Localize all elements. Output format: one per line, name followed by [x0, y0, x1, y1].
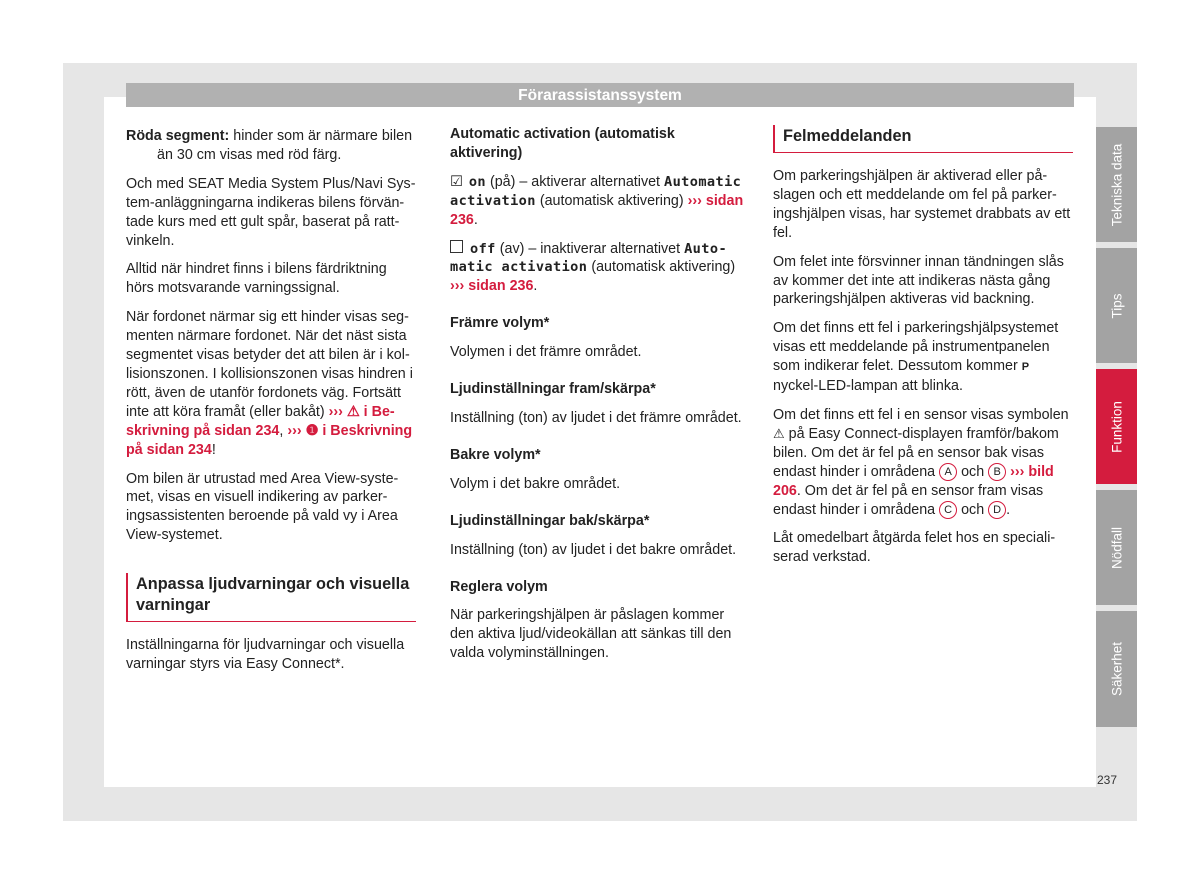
- error-4-text-a: Om det finns ett fel i en sensor visas symbolen: [773, 406, 1069, 423]
- paragraph-collision-zone: [126, 308, 416, 459]
- figure-ref-link[interactable]: bild 206: [773, 463, 1054, 499]
- column-right: [773, 125, 1073, 577]
- off-text: (av) – inaktiverar alternativet: [495, 240, 685, 257]
- heading-front-volume: Främre volym*: [450, 315, 550, 332]
- error-3-text: Om det finns ett fel i parkeringshjälpsystemet visas ett meddelande på instrumentpanelen som indikerar felet. Dessutom kommer: [773, 320, 1059, 375]
- heading-adjust-volume: Reglera volym: [450, 578, 548, 595]
- paragraph-error-2: Om felet inte försvinner innan tändningen slås av kommer det inte att indikeras nästa gång parkeringshjälpen aktiveras vid backning.: [773, 253, 1064, 308]
- on-text-2: (automatisk aktivering): [535, 192, 688, 209]
- off-text-2: (automatisk aktivering): [587, 259, 736, 276]
- zone-d-icon: D: [988, 501, 1006, 519]
- paragraph-rear-sound: Inställning (ton) av ljudet i det bakre området.: [450, 541, 737, 558]
- section-title-error-messages: Felmeddelanden: [773, 125, 1073, 153]
- tab-label: Tekniska data: [1109, 143, 1124, 226]
- on-text: (på) – aktiverar alternativet: [486, 173, 664, 190]
- off-keyword: off: [470, 240, 496, 257]
- chapter-header: Förarassistanssystem: [126, 83, 1074, 107]
- tab-safety[interactable]: [1096, 611, 1137, 727]
- tab-emergency[interactable]: [1096, 490, 1137, 605]
- red-segment-text: hinder som är närmare bilen: [229, 128, 413, 144]
- off-page-ref-link[interactable]: ››› sidan 236: [450, 278, 534, 295]
- on-menu-item: Automatic activation: [450, 173, 742, 209]
- paragraph-error-3: [773, 319, 1073, 396]
- column-middle: [450, 125, 750, 673]
- warning-triangle-icon: ⚠: [773, 425, 785, 441]
- parking-key-icon: P: [1021, 361, 1030, 374]
- checked-checkbox-icon: ☑: [450, 173, 463, 190]
- paragraph-error-4: [773, 406, 1073, 519]
- paragraph-front-sound: Inställning (ton) av ljudet i det främre området.: [450, 409, 742, 426]
- error-3-end: nyckel-LED-lampan att blinka.: [773, 378, 963, 395]
- error-4-end: .: [1006, 501, 1011, 518]
- zone-c-icon: C: [939, 501, 957, 519]
- paragraph-predicted-course: Och med SEAT Media System Plus/Navi System-anläggningarna indikeras bilens förväntade kurs med ett gult spår, baserat på rattvinkeln.: [126, 175, 416, 249]
- paragraph-red-segments: [126, 127, 416, 165]
- heading-front-sound: Ljudinställningar fram/skärpa*: [450, 381, 656, 398]
- paragraph-error-1: Om parkeringshjälpen är aktiverad eller påslagen och ett meddelande om fel på parkeringshjälpen visas, har systemet drabbats av ett fel.: [773, 168, 1071, 241]
- unchecked-checkbox-icon: [450, 240, 463, 253]
- column-left: [126, 127, 416, 684]
- on-keyword: on: [468, 173, 486, 190]
- paragraph-adjust-volume: När parkeringshjälpen är påslagen kommer den aktiva ljud/videokällan att sänkas till den valda volyminställningen.: [450, 607, 732, 662]
- cross-ref-warning-link[interactable]: ››› ⚠ i Beskrivning på sidan 234: [126, 403, 395, 439]
- collision-text: När fordonet närmar sig ett hinder visas segmenten närmare fordonet. När det näst sista segmentet visas betyder det att bilen är i kollisionszonen. I kollisionszonen visas hindren i rött, även de utanför fordonets väg. Fortsätt inte att köra framåt (eller bakåt): [126, 309, 413, 420]
- tab-tips[interactable]: [1096, 248, 1137, 363]
- tab-label: Funktion: [1109, 400, 1124, 453]
- error-4-text-c: och: [957, 463, 989, 480]
- tab-function[interactable]: [1096, 369, 1137, 484]
- error-4-text-e: och: [957, 501, 989, 518]
- zone-b-icon: B: [988, 463, 1006, 481]
- collision-end: !: [211, 441, 216, 458]
- tab-technical-data[interactable]: [1096, 127, 1137, 242]
- red-segment-indent: än 30 cm visas med röd färg.: [157, 146, 342, 163]
- paragraph-rear-volume: Volym i det bakre området.: [450, 475, 621, 492]
- off-menu-item: Automatic activation: [450, 240, 727, 276]
- on-end: .: [473, 211, 478, 228]
- error-4-text-b: på Easy Connect-displayen framför/bakom bilen. Om det är fel på en sensor bak visas endast hinder i områdena: [773, 425, 1059, 480]
- heading-automatic-activation: Automatic activation (automatisk aktivering): [450, 126, 675, 161]
- off-end: .: [533, 278, 538, 295]
- paragraph-warning-signal: Alltid när hindret finns i bilens färdriktning hörs motsvarande varningssignal.: [126, 261, 387, 297]
- paragraph-off-option: [450, 240, 750, 297]
- section-title-adjust-warnings: Anpassa ljudvarningar och visuella varningar: [126, 573, 416, 622]
- zone-a-icon: A: [939, 463, 957, 481]
- tab-label: Nödfall: [1109, 526, 1124, 569]
- collision-separator: ,: [279, 422, 288, 439]
- tab-label: Säkerhet: [1109, 641, 1124, 697]
- error-4-text-d: . Om det är fel på en sensor fram visas endast hinder i områdena: [773, 482, 1044, 518]
- paragraph-error-5: Låt omedelbart åtgärda felet hos en specialiserad verkstad.: [773, 530, 1056, 566]
- tab-label: Tips: [1109, 292, 1124, 319]
- paragraph-front-volume: Volymen i det främre området.: [450, 344, 642, 361]
- heading-rear-volume: Bakre volym*: [450, 446, 541, 463]
- heading-rear-sound: Ljudinställningar bak/skärpa*: [450, 512, 650, 529]
- red-segment-label: Röda segment:: [126, 128, 230, 144]
- paragraph-area-view: Om bilen är utrustad med Area View-systemet, visas en visuell indikering av parkeringsassistenten beroende på vald vy i Area View-systemet.: [126, 470, 399, 544]
- paragraph-on-option: [450, 173, 750, 230]
- paragraph-settings: Inställningarna för ljudvarningar och visuella varningar styrs via Easy Connect*.: [126, 637, 405, 673]
- page-number: 237: [1097, 773, 1118, 787]
- figure-ref-arrow: ›››: [1006, 463, 1029, 480]
- on-page-ref-link[interactable]: ››› sidan 236: [450, 192, 744, 228]
- cross-ref-note-link[interactable]: ››› ❶ i Beskrivning på sidan 234: [126, 422, 413, 458]
